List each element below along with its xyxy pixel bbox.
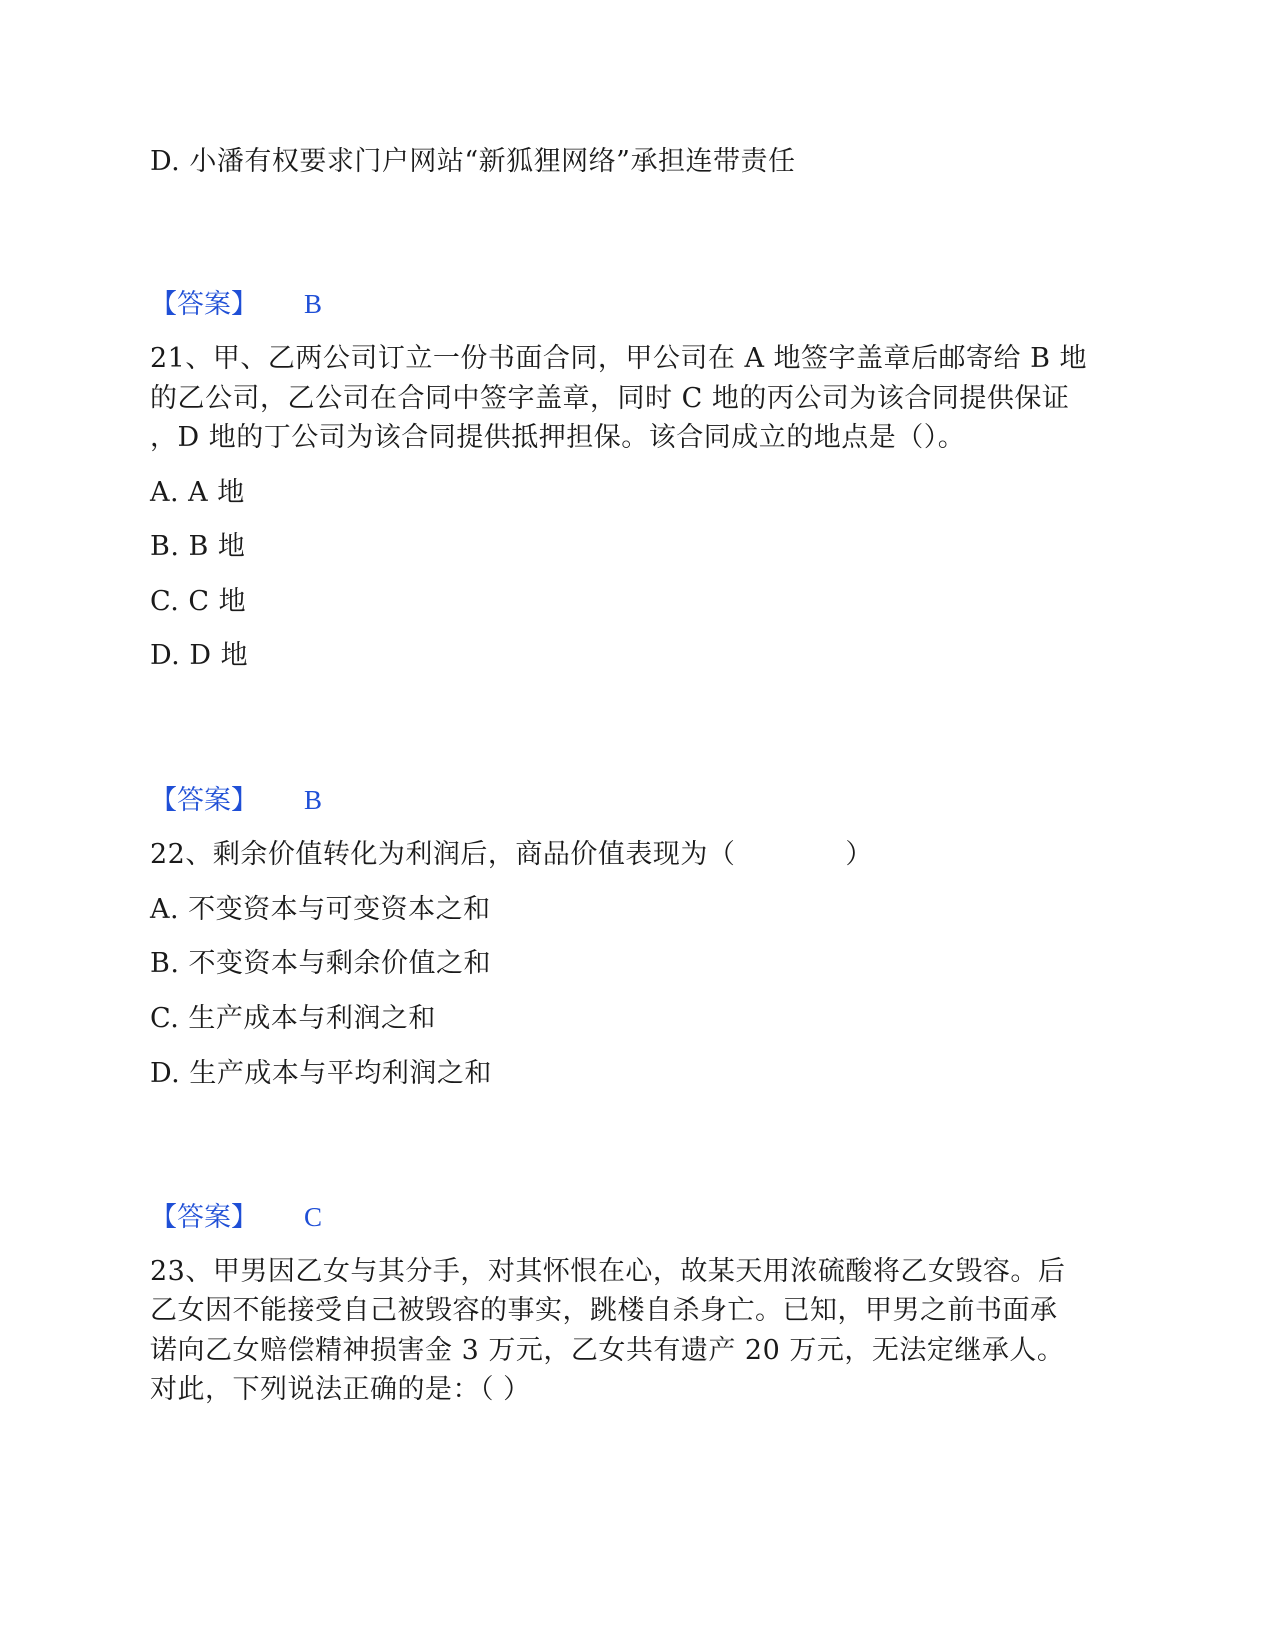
answer-22 [150, 1197, 322, 1238]
question-21-stem-line-2: 的乙公司，乙公司在合同中签字盖章，同时 C 地的丙公司为该合同提供保证 [150, 383, 1070, 414]
question-22-option-a: A. 不变资本与可变资本之和 [150, 894, 491, 925]
question-21-stem-line-1: 21、甲、乙两公司订立一份书面合同，甲公司在 A 地签字盖章后邮寄给 B 地 [150, 343, 1088, 374]
question-21-option-a: A. A 地 [150, 477, 245, 508]
question-21-option-b: B. B 地 [150, 531, 246, 562]
question-23-stem-line-1: 23、甲男因乙女与其分手，对其怀恨在心，故某天用浓硫酸将乙女毁容。后 [150, 1256, 1066, 1287]
question-22-stem: 22、剩余价值转化为利润后，商品价值表现为（ ） [150, 839, 873, 870]
answer-label: 【答案】 [150, 1202, 258, 1233]
question-21-option-d: D. D 地 [150, 640, 249, 671]
answer-21 [150, 780, 322, 821]
question-23-stem-line-2: 乙女因不能接受自己被毁容的事实，跳楼自杀身亡。已知，甲男之前书面承 [150, 1295, 1058, 1326]
question-21-option-c: C. C 地 [150, 586, 247, 617]
answer-label: 【答案】 [150, 289, 258, 320]
prev-question-option-d: D. 小潘有权要求门户网站“新狐狸网络”承担连带责任 [150, 146, 796, 177]
answer-value: C [304, 1202, 323, 1232]
answer-value: B [304, 289, 323, 319]
answer-20 [150, 284, 322, 325]
question-22-option-c: C. 生产成本与利润之和 [150, 1003, 436, 1034]
question-23-stem-line-3: 诺向乙女赔偿精神损害金 3 万元，乙女共有遗产 20 万元，无法定继承人。 [150, 1335, 1065, 1366]
question-22-option-b: B. 不变资本与剩余价值之和 [150, 948, 492, 979]
question-23-stem-line-4: 对此，下列说法正确的是：（ ） [150, 1374, 531, 1405]
answer-value: B [304, 785, 323, 815]
question-22-option-d: D. 生产成本与平均利润之和 [150, 1058, 492, 1089]
answer-label: 【答案】 [150, 785, 258, 816]
question-21-stem-line-3: ，D 地的丁公司为该合同提供抵押担保。该合同成立的地点是（）。 [150, 422, 966, 453]
